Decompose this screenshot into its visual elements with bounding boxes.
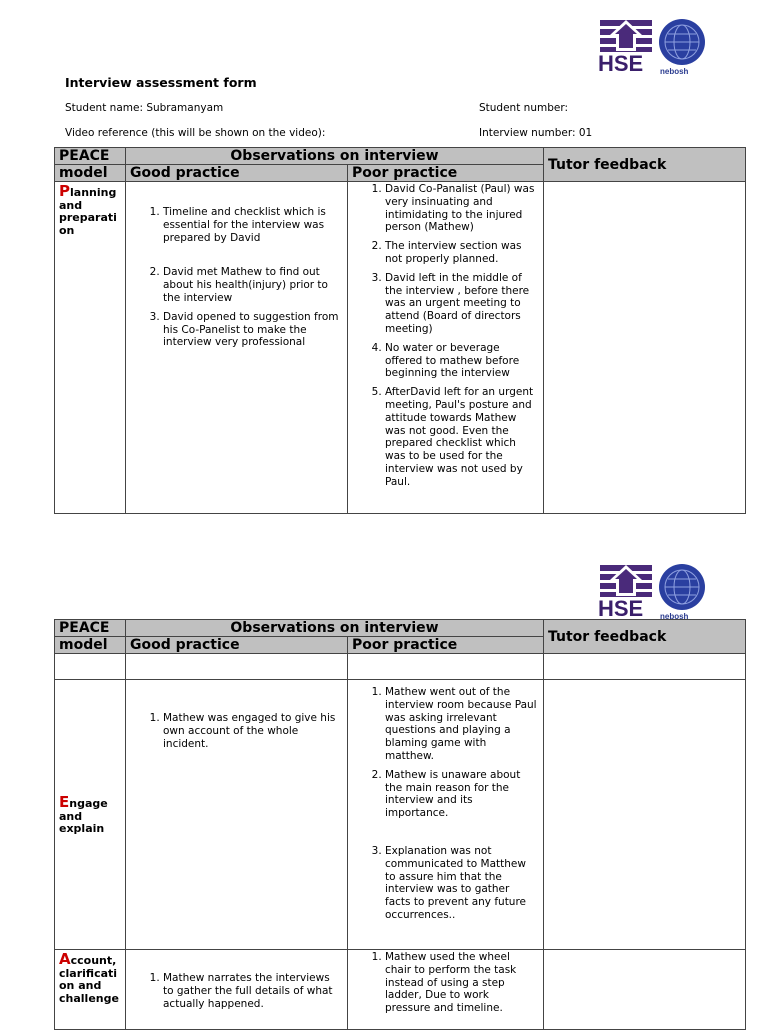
account-tutor-cell <box>544 950 746 1030</box>
model-header: model <box>55 165 126 182</box>
form-title: Interview assessment form <box>65 75 257 90</box>
engage-tutor-cell <box>544 680 746 950</box>
list-item: 2. The interview section was not properly planned. <box>385 240 543 266</box>
engage-good-list <box>126 680 347 750</box>
poor-practice-header: Poor practice <box>348 165 544 182</box>
list-item: 3. David opened to suggestion from his Co-Panelist to make the interview very professional <box>163 311 347 349</box>
peace-header: PEACE <box>55 148 126 165</box>
engage-good-cell <box>126 680 348 950</box>
account-label-rest: ccount, clarificati on and challenge <box>59 954 119 1005</box>
engage-label-rest: ngage and explain <box>59 797 108 836</box>
list-item: 3. David left in the middle of the interview , before there was an urgent meeting to attend (Board of directors meeting) <box>385 272 543 336</box>
tutor-feedback-header: Tutor feedback <box>544 620 746 654</box>
account-initial: A <box>59 950 71 968</box>
student-name: Student name: Subramanyam <box>65 102 224 114</box>
hse-house-icon <box>598 563 654 599</box>
list-item: 2. Mathew is unaware about the main reason for the interview and its importance. <box>385 769 543 820</box>
peace-header: PEACE <box>55 620 126 637</box>
account-good-list <box>126 950 347 1010</box>
nebosh-logo-text: nebosh <box>660 67 689 76</box>
list-item: 1. Mathew used the wheel chair to perform the task instead of using a step ladder, Due to work pressure and timeline. <box>385 951 543 1015</box>
empty-cell <box>55 654 126 680</box>
tutor-feedback-header: Tutor feedback <box>544 148 746 182</box>
planning-poor-cell <box>348 182 544 514</box>
planning-poor-list <box>348 182 543 489</box>
model-header: model <box>55 637 126 654</box>
good-practice-header: Good practice <box>126 637 348 654</box>
hse-nebosh-logo-2 <box>598 563 708 619</box>
engage-label <box>55 680 126 950</box>
assessment-table-1 <box>54 147 746 514</box>
engage-initial: E <box>59 793 70 812</box>
engage-poor-cell <box>348 680 544 950</box>
assessment-table-2 <box>54 619 746 1030</box>
nebosh-logo-text: nebosh <box>660 612 689 619</box>
video-reference: Video reference (this will be shown on the video): <box>65 127 326 139</box>
list-item: 1. Timeline and checklist which is essential for the interview was prepared by David <box>163 206 347 244</box>
hse-logo-text: HSE <box>598 51 644 76</box>
account-poor-cell <box>348 950 544 1030</box>
observations-header: Observations on interview <box>126 620 544 637</box>
empty-cell <box>348 654 544 680</box>
account-good-cell <box>126 950 348 1030</box>
planning-tutor-cell <box>544 182 746 514</box>
planning-good-cell <box>126 182 348 514</box>
planning-good-list <box>126 182 347 349</box>
interview-number: Interview number: 01 <box>479 127 593 139</box>
poor-practice-header: Poor practice <box>348 637 544 654</box>
list-item: 2. David met Mathew to find out about his health(injury) prior to the interview <box>163 266 347 304</box>
observations-header: Observations on interview <box>126 148 544 165</box>
engage-poor-list <box>348 680 543 922</box>
list-item: 3. Explanation was not communicated to Matthew to assure him that the interview was to gather facts to prevent any future occurrences.. <box>385 845 543 922</box>
list-item: 5. AfterDavid left for an urgent meeting, Paul's posture and attitude towards Mathew was not good. Even the prepared checklist which was to be used for the interview was not used by Paul. <box>385 386 543 488</box>
list-item: 1. Mathew was engaged to give his own account of the whole incident. <box>163 712 347 750</box>
good-practice-header: Good practice <box>126 165 348 182</box>
empty-cell <box>544 654 746 680</box>
list-item: 1. Mathew narrates the interviews to gather the full details of what actually happened. <box>163 972 347 1010</box>
list-item: 1. David Co-Panalist (Paul) was very insinuating and intimidating to the injured person (Mathew) <box>385 183 543 234</box>
account-label <box>55 950 126 1030</box>
planning-initial: P <box>59 182 70 200</box>
nebosh-globe-icon <box>658 18 706 66</box>
planning-label-rest: lanning and preparati on <box>59 186 117 237</box>
student-number: Student number: <box>479 102 569 114</box>
hse-logo-text: HSE <box>598 596 644 619</box>
list-item: 1. Mathew went out of the interview room because Paul was asking irrelevant questions and playing a blaming game with matthew. <box>385 686 543 763</box>
hse-house-icon <box>598 18 654 54</box>
hse-nebosh-logo <box>598 18 708 78</box>
empty-cell <box>126 654 348 680</box>
planning-label <box>55 182 126 514</box>
nebosh-globe-icon <box>658 563 706 611</box>
list-item: 4. No water or beverage offered to mathew before beginning the interview <box>385 342 543 380</box>
account-poor-list <box>348 950 543 1015</box>
